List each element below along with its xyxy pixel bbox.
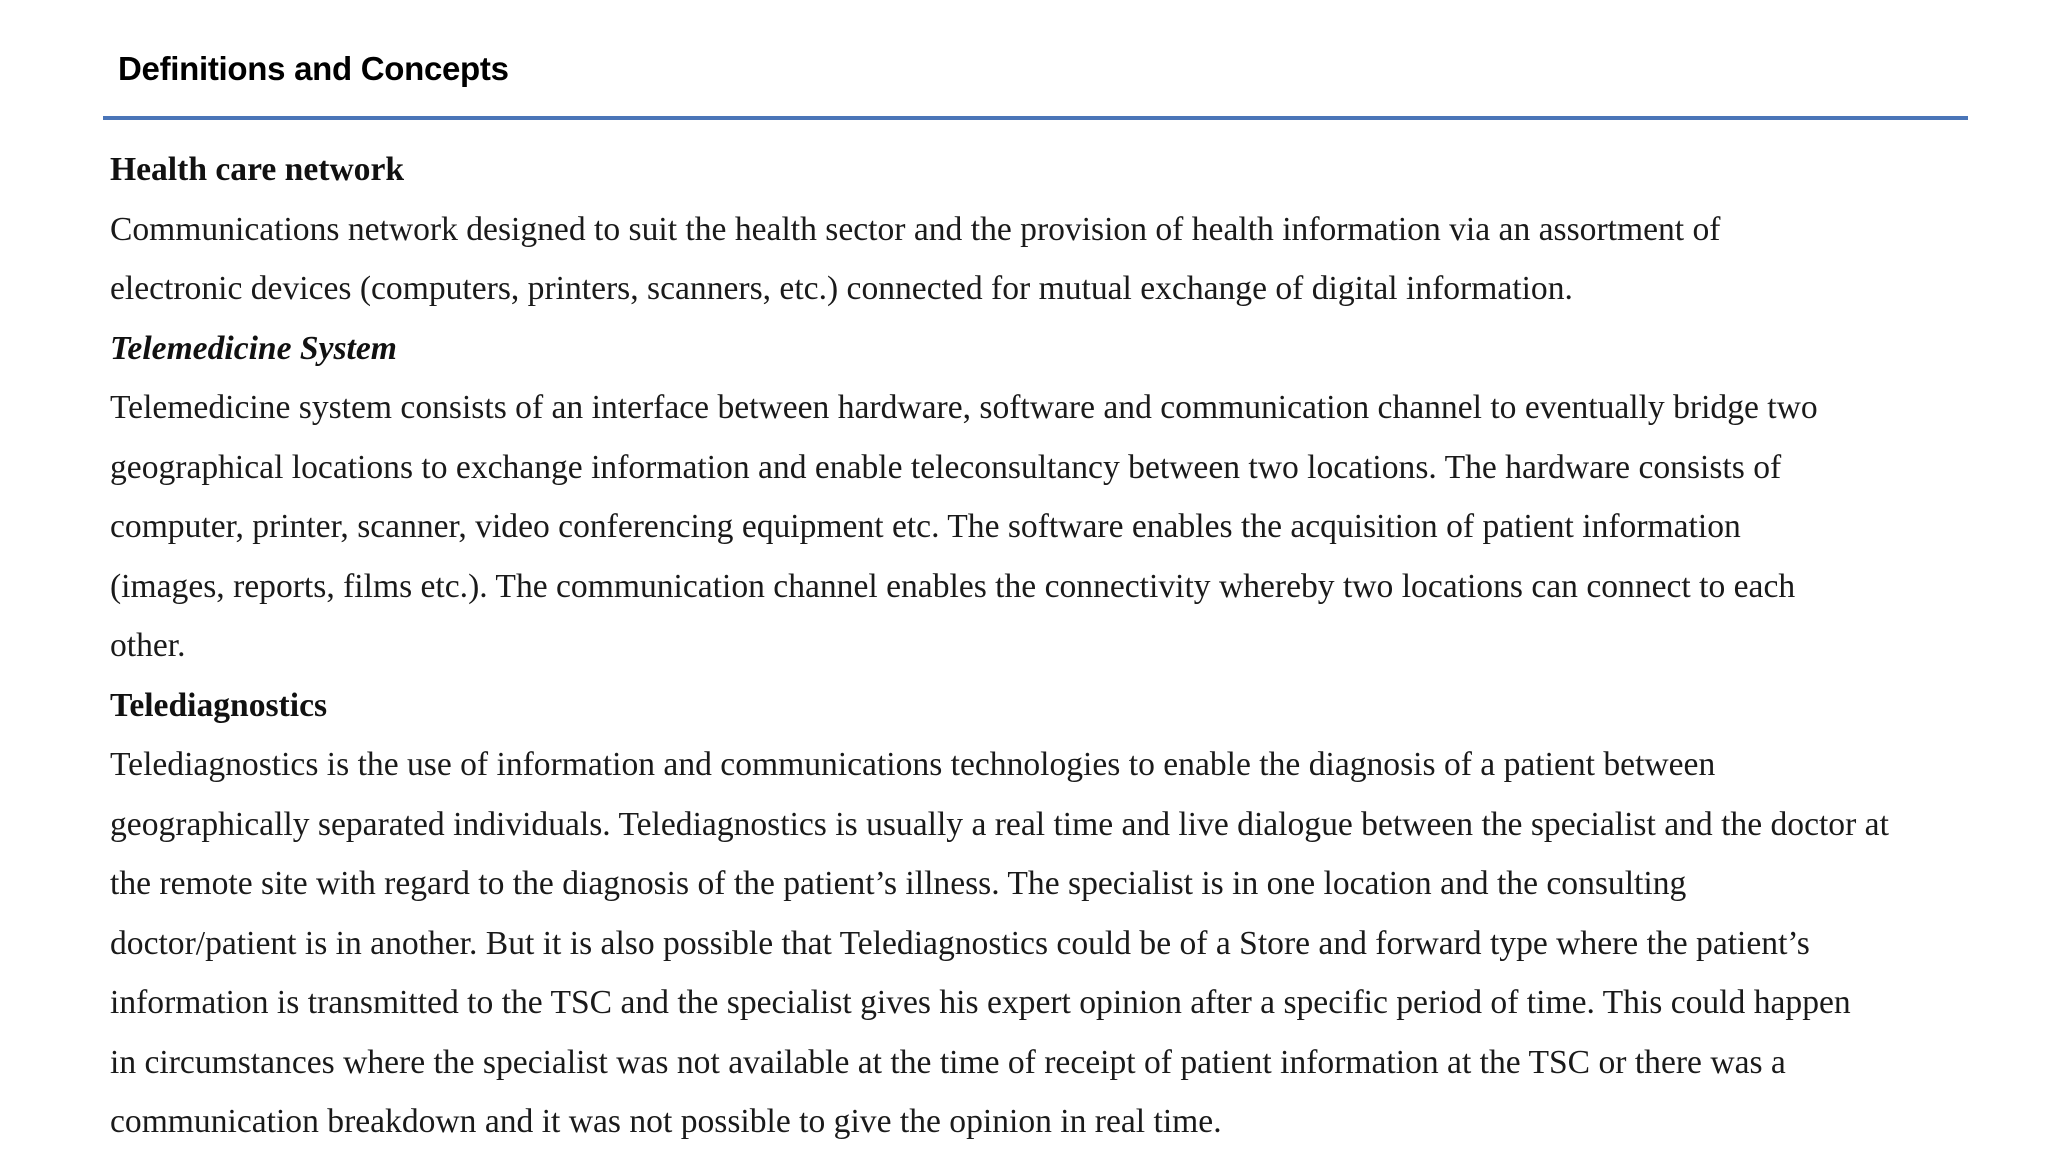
header-rule (103, 108, 1968, 120)
paragraph-line: communication breakdown and it was not possible to give the opinion in real time. (110, 1103, 1222, 1140)
paragraph-line: in circumstances where the specialist was not available at the time of receipt of patient information at the TSC or there was a (110, 1043, 1786, 1081)
paragraph-line: other. (110, 627, 186, 664)
section-paragraph-telediagnostics (110, 735, 1990, 1152)
paragraph-line: doctor/patient is in another. But it is also possible that Telediagnostics could be of a Store and forward type where the patient’s (110, 924, 1810, 962)
section-paragraph-health-care-network (110, 200, 1990, 319)
paragraph-line: Telemedicine system consists of an interface between hardware, software and communication channel to eventually bridge two (110, 389, 1818, 426)
paragraph-line: geographically separated individuals. Telediagnostics is usually a real time and live dialogue between the specialist and the doctor at (110, 805, 1889, 843)
section-heading-telemedicine-system: Telemedicine System (110, 329, 397, 367)
paragraph-line: electronic devices (computers, printers, scanners, etc.) connected for mutual exchange of digital information. (110, 270, 1573, 307)
page-title: Definitions and Concepts (118, 50, 509, 87)
paragraph-line: (images, reports, films etc.). The communication channel enables the connectivity whereby two locations can connect to each (110, 567, 1796, 605)
section-paragraph-telemedicine-system (110, 378, 1990, 676)
section-heading-telediagnostics: Telediagnostics (110, 686, 328, 724)
section-heading-health-care-network: Health care network (110, 151, 405, 188)
paragraph-line: Communications network designed to suit the health sector and the provision of health information via an assortment of (110, 210, 1721, 248)
paragraph-line: information is transmitted to the TSC and the specialist gives his expert opinion after a specific period of time. This could happen (110, 984, 1851, 1021)
document-body (110, 140, 1990, 1152)
paragraph-line: the remote site with regard to the diagnosis of the patient’s illness. The specialist is in one location and the consulting (110, 865, 1687, 902)
paragraph-line: geographical locations to exchange information and enable teleconsultancy between two locations. The hardware consists of (110, 448, 1782, 486)
paragraph-line: Telediagnostics is the use of information and communications technologies to enable the diagnosis of a patient between (110, 746, 1716, 783)
paragraph-line: computer, printer, scanner, video conferencing equipment etc. The software enables the acquisition of patient information (110, 508, 1741, 545)
